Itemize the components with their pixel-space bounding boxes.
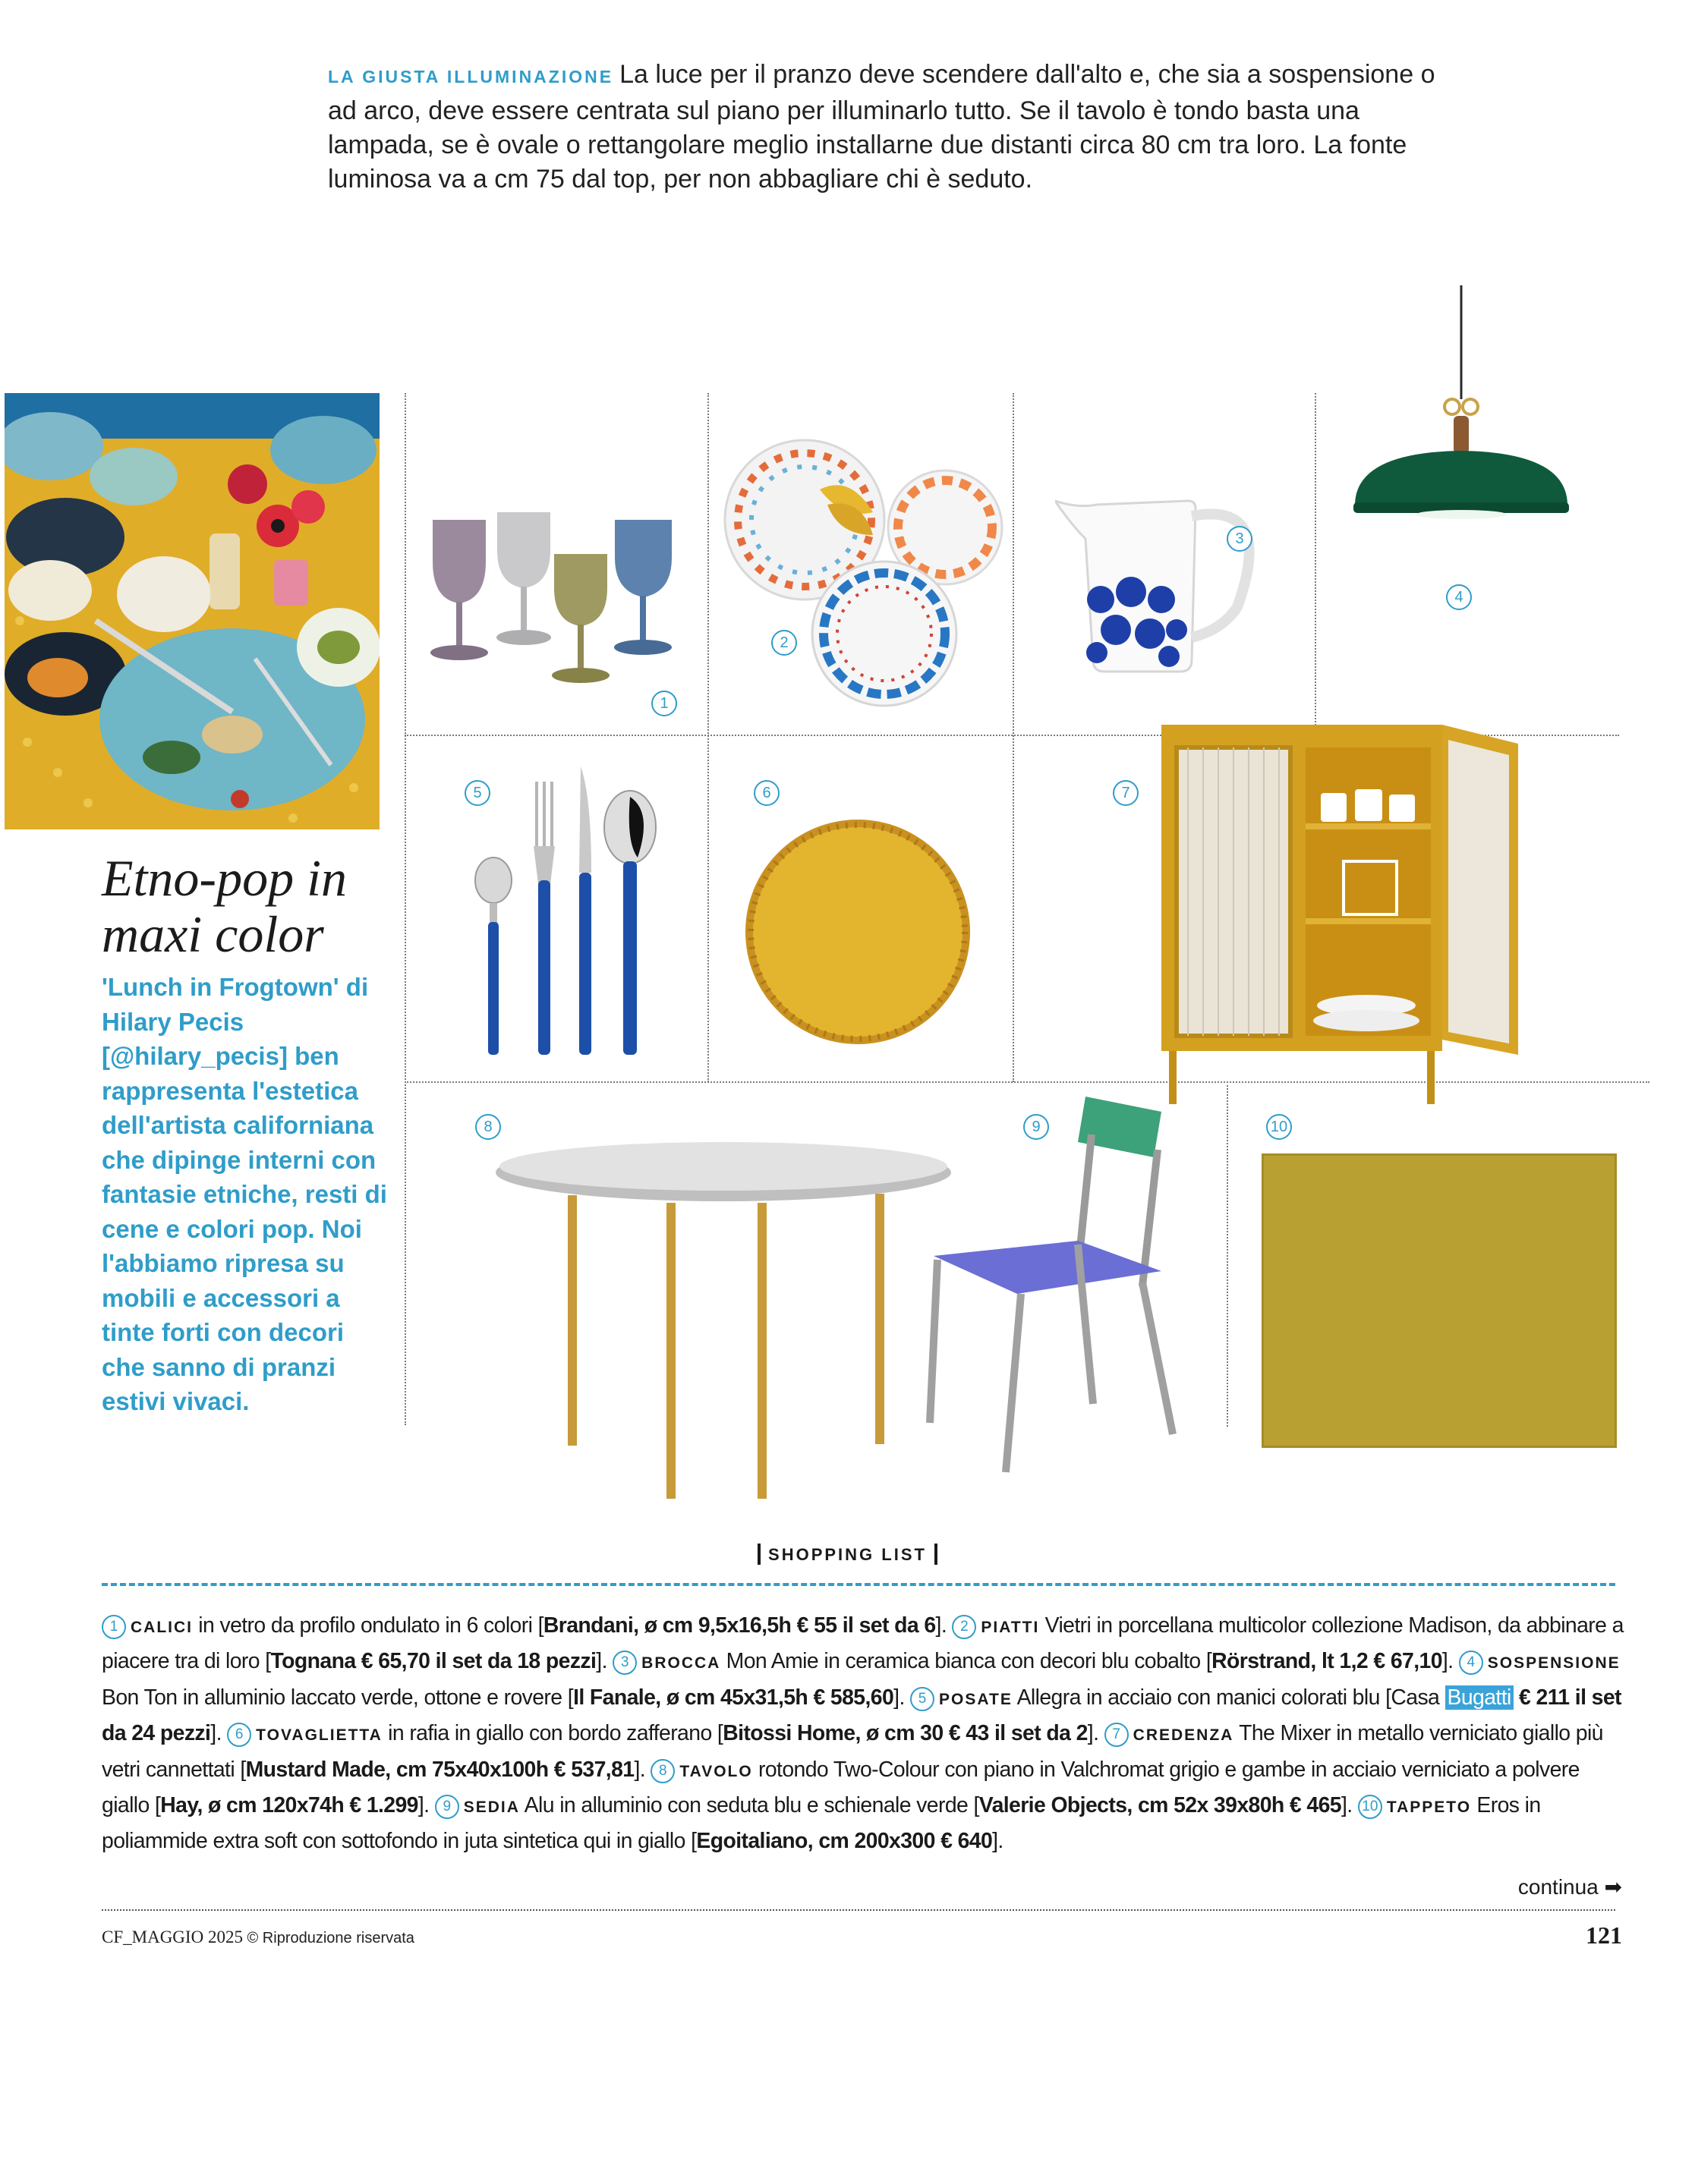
- list-item-category: POSATE: [939, 1690, 1013, 1708]
- grid-divider: [405, 393, 406, 1425]
- list-item-number: 4: [1459, 1651, 1483, 1675]
- list-item-ref: Rörstrand, lt 1,2 € 67,10: [1211, 1649, 1442, 1674]
- list-item-number: 1: [102, 1615, 126, 1639]
- list-item-number: 8: [651, 1759, 675, 1783]
- list-item-category: SEDIA: [463, 1798, 520, 1817]
- list-item-category: PIATTI: [981, 1619, 1040, 1636]
- grid-divider: [1227, 1081, 1228, 1427]
- list-item-desc: Allegra in acciaio con manici colorati blu: [1016, 1685, 1380, 1710]
- list-item-desc: in vetro da profilo ondulato in 6 colori: [198, 1613, 533, 1638]
- grid-divider: [1315, 393, 1316, 735]
- shopping-list-text: 1 CALICI in vetro da profilo ondulato in 6 colori [Brandani, ø cm 9,5x16,5h € 55 il set da 6]. 2 PIATTI Vietri in porcellana multicolor collezione Madison, da abbinare a piacere tra di loro [Tognana € 65,70 il set da 18 pezzi]. 3 BROCCA Mon Amie in ceramica bianca con decori blu cobalto [Rörstrand, lt 1,2 € 67,10]. 4 SOSPENSIONE Bon Ton in alluminio laccato verde, ottone e rovere [Il Fanale, ø cm 45x31,5h € 585,60]. 5 POSATE Allegra in acciaio con manici colorati blu [Casa Bugatti € 211 il set da 24 pezzi]. 6 TOVAGLIETTA in rafia in giallo con bordo zafferano [Bitossi Home, ø cm 30 € 43 il set da 2]. 7 CREDENZA The Mixer in metallo verniciato giallo più vetri cannettati [Mustard Made, cm 75x40x100h € 537,81]. 8 TAVOLO rotondo Two-Colour con piano in Valchromat grigio e gambe in acciaio verniciato a polvere giallo [Hay, ø cm 120x74h € 1.299]. 9 SEDIA Alu in alluminio con seduta blu e schienale verde [Valerie Objects, cm 52x 39x80h € 465]. 10 TAPPETO Eros in poliammide extra soft con sottofondo in juta sintetica qui in giallo [Egoitaliano, cm 200x300 € 640].: [102, 1613, 1624, 1854]
- product-cabinet-image: [1161, 725, 1533, 1108]
- product-number-9: 9: [1023, 1114, 1049, 1140]
- intro-text: La luce per il pranzo deve scendere dall'alto e, che sia a sospensione o ad arco, deve essere centrata sul piano per illuminarlo tutto. Se il tavolo è tondo basta una lampada, se è ovale o rettangolare meglio installarne due distanti circa 80 cm tra loro. La fonte luminosa va a cm 75 dal top, per non abbagliare chi è seduto.: [328, 60, 1435, 194]
- list-item-ref-prefix: Casa: [1391, 1685, 1445, 1710]
- list-item-number: 5: [910, 1687, 934, 1711]
- rights-notice: © Riproduzione riservata: [247, 1930, 414, 1946]
- list-item-number: 6: [227, 1723, 251, 1747]
- footer-divider: [102, 1909, 1615, 1911]
- caption-body: 'Lunch in Frogtown' di Hilary Pecis [@hilary_pecis] ben rappresenta l'estetica dell'artista californiana che dipinge interni con fantasie etniche, resti di cene e colori pop. Noi l'abbiamo ripresa su mobili e accessori a tinte forti con decori che sanno di pranzi estivi vivaci.: [102, 973, 387, 1415]
- grid-divider: [707, 393, 709, 1082]
- list-item-ref: Il Fanale, ø cm 45x31,5h € 585,60: [573, 1685, 894, 1710]
- list-item-number: 3: [613, 1651, 637, 1675]
- footer-credits: [102, 1928, 414, 1947]
- list-item-number: 9: [435, 1795, 459, 1819]
- product-pendant-lamp-image: [1347, 285, 1575, 570]
- list-item-category: TOVAGLIETTA: [256, 1726, 383, 1745]
- magazine-logo: CF_: [102, 1928, 132, 1946]
- product-placemat-image: [740, 818, 975, 1050]
- list-item-category: CREDENZA: [1133, 1726, 1234, 1745]
- product-chair-image: [918, 1097, 1199, 1480]
- list-item-ref: Egoitaliano, cm 200x300 € 640: [696, 1829, 993, 1854]
- product-number-4: 4: [1446, 584, 1472, 610]
- product-jug-image: [1055, 486, 1298, 679]
- list-item-category: SOSPENSIONE: [1487, 1654, 1621, 1673]
- intro-kicker: LA GIUSTA ILLUMINAZIONE: [328, 67, 614, 87]
- product-number-6: 6: [754, 780, 780, 806]
- product-rug-image: [1262, 1153, 1617, 1448]
- product-number-2: 2: [771, 630, 797, 656]
- list-item-ref: Hay, ø cm 120x74h € 1.299: [160, 1793, 418, 1818]
- caption-title-line-2: maxi color: [102, 905, 324, 963]
- product-number-3: 3: [1227, 526, 1252, 552]
- list-item-desc: Alu in alluminio con seduta blu e schienale verde: [524, 1793, 969, 1818]
- product-number-8: 8: [475, 1114, 501, 1140]
- list-item-ref: Brandani, ø cm 9,5x16,5h € 55 il set da 6: [543, 1613, 936, 1638]
- list-item-category: TAVOLO: [679, 1762, 753, 1780]
- painting-lunch-in-frogtown: [5, 393, 380, 829]
- product-number-10: 10: [1266, 1114, 1292, 1140]
- list-item-number: 10: [1358, 1795, 1382, 1819]
- product-glasses-image: [421, 512, 695, 713]
- list-item-number: 7: [1104, 1723, 1129, 1747]
- heading-bar-right: [934, 1544, 937, 1565]
- grid-divider: [1013, 393, 1014, 1082]
- list-item-desc: Eros in poliammide extra soft con sottofondo in juta sintetica qui in giallo: [102, 1793, 1541, 1854]
- list-item-category: TAPPETO: [1386, 1798, 1472, 1817]
- list-item-category: CALICI: [131, 1619, 193, 1636]
- list-item-category: BROCCA: [641, 1654, 721, 1673]
- heading-bar-left: [758, 1544, 761, 1565]
- page-number: 121: [1586, 1921, 1622, 1949]
- product-plates-image: [721, 436, 1010, 713]
- list-item-desc: rotondo Two-Colour con piano in Valchromat grigio e gambe in acciaio verniciato a polvere giallo: [102, 1757, 1580, 1818]
- product-number-7: 7: [1113, 780, 1139, 806]
- shopping-list-heading: [0, 1544, 1695, 1565]
- caption-title: [102, 850, 390, 962]
- product-table-image: [492, 1142, 955, 1503]
- product-number-5: 5: [465, 780, 490, 806]
- list-item-desc: Vietri in porcellana multicolor collezione Madison, da abbinare a piacere tra di loro: [102, 1613, 1624, 1674]
- intro-paragraph: [328, 58, 1451, 197]
- shopping-list-divider: [102, 1583, 1615, 1586]
- list-item-number: 2: [952, 1615, 976, 1639]
- list-item-desc: Mon Amie in ceramica bianca con decori blu cobalto: [726, 1649, 1201, 1674]
- list-item-desc: The Mixer in metallo verniciato giallo più vetri cannettati: [102, 1721, 1603, 1782]
- glass-lilac: [430, 520, 488, 660]
- product-number-1: 1: [651, 691, 677, 716]
- highlighted-brand[interactable]: Bugatti: [1445, 1685, 1514, 1710]
- list-item-ref: Bitossi Home, ø cm 30 € 43 il set da 2: [723, 1721, 1088, 1746]
- shopping-list-title: SHOPPING LIST: [768, 1545, 927, 1564]
- issue-date: MAGGIO 2025: [131, 1928, 243, 1946]
- list-item-desc: in rafia in giallo con bordo zafferano: [388, 1721, 712, 1746]
- continue-link[interactable]: continua ➡: [1517, 1875, 1622, 1899]
- product-cutlery-image: [467, 766, 664, 1059]
- list-item-ref: Tognana € 65,70 il set da 18 pezzi: [270, 1649, 597, 1674]
- caption-title-line-1: Etno-pop in: [102, 849, 347, 907]
- list-item-ref: € 211 il set da 24 pezzi: [102, 1685, 1621, 1746]
- list-item-desc: Bon Ton in alluminio laccato verde, ottone e rovere: [102, 1685, 562, 1710]
- list-item-ref: Valerie Objects, cm 52x 39x80h € 465: [978, 1793, 1341, 1818]
- list-item-ref: Mustard Made, cm 75x40x100h € 537,81: [245, 1757, 635, 1782]
